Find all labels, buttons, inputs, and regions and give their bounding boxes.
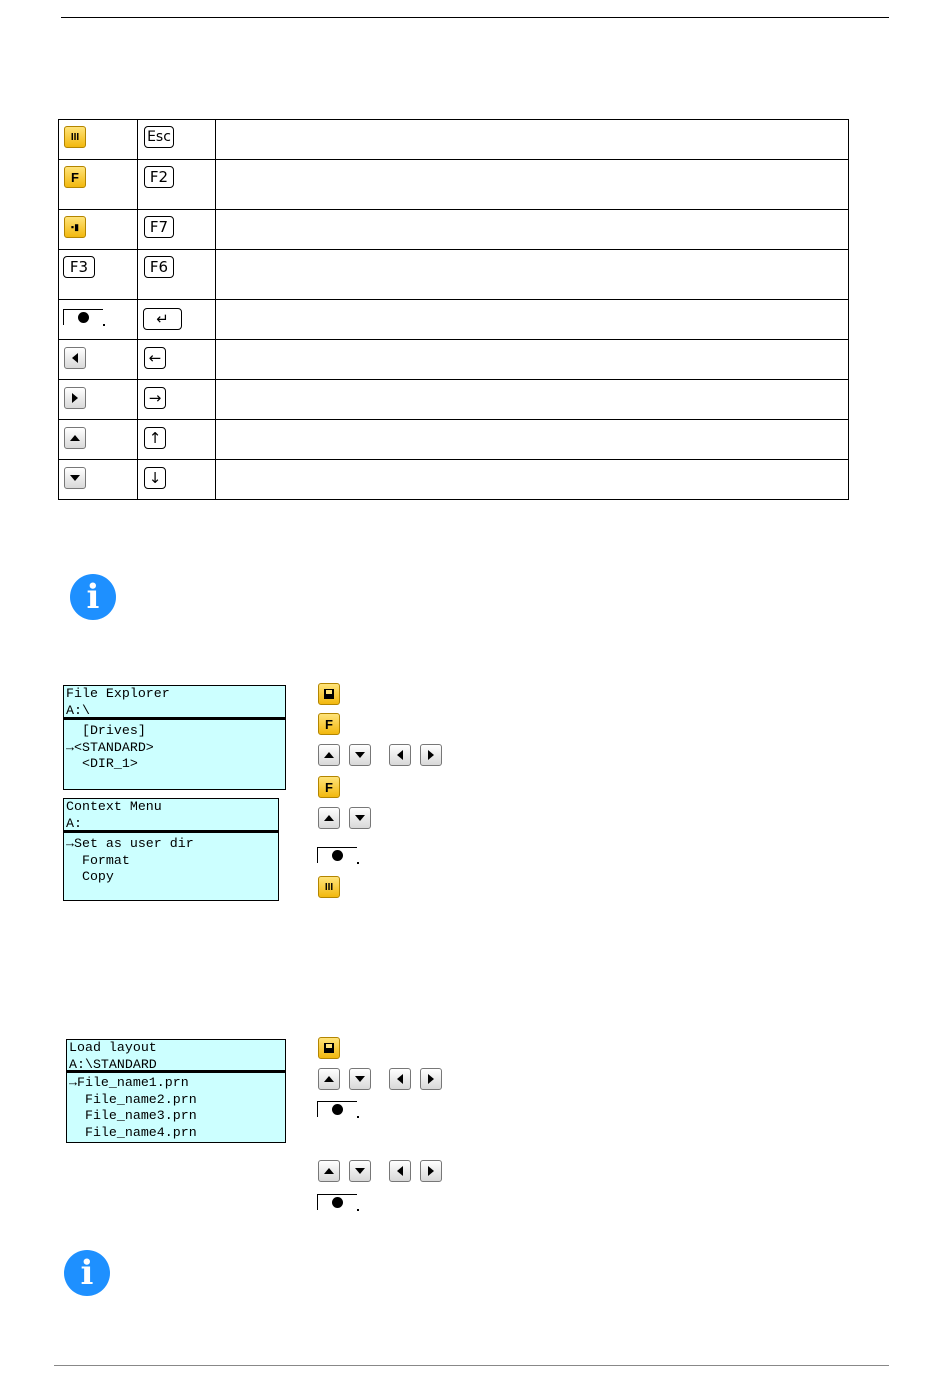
info-icon: i [64, 1250, 110, 1296]
arrow-down-key-icon [349, 1160, 371, 1182]
arrow-left-key-icon [389, 744, 411, 766]
down-arrow-key-icon: ↓ [144, 467, 166, 489]
load-layout-display [66, 1039, 286, 1143]
table-row [59, 160, 849, 210]
info-icon: i [70, 574, 116, 620]
list-item: File_name3.prn [69, 1108, 197, 1123]
save-key-icon [318, 683, 340, 705]
feed-key-icon [317, 1101, 357, 1117]
function-key-icon: F [318, 776, 340, 798]
feed-key-icon [317, 1194, 357, 1210]
feed-key-icon [63, 309, 103, 325]
table-row [59, 340, 849, 380]
f3-key-icon: F3 [63, 256, 95, 278]
arrow-right-key-icon [420, 1068, 442, 1090]
display-title: Context Menu [66, 799, 162, 814]
list-item: Copy [66, 869, 114, 884]
table-row [59, 420, 849, 460]
file-explorer-display [63, 685, 286, 790]
footer-rule [54, 1365, 889, 1366]
up-arrow-key-icon: ↑ [144, 427, 166, 449]
list-item: [Drives] [66, 723, 146, 738]
left-arrow-key-icon: ← [144, 347, 166, 369]
arrow-right-key-icon [420, 1160, 442, 1182]
esc-key-icon: Esc [144, 126, 174, 148]
table-row [59, 380, 849, 420]
menu-key-icon: III [64, 126, 86, 148]
list-item: File_name4.prn [69, 1124, 197, 1140]
feed-bars-key-icon: ▪▮ [64, 216, 86, 238]
arrow-right-key-icon [64, 387, 86, 409]
table-row [59, 120, 849, 160]
arrow-up-key-icon [318, 807, 340, 829]
table-row [59, 250, 849, 300]
display-path: A:\ [66, 702, 90, 718]
display-path: A:\STANDARD [69, 1056, 157, 1072]
header-rule [61, 17, 889, 18]
list-item: →<STANDARD> [66, 739, 154, 755]
context-menu-display [63, 798, 279, 901]
f7-key-icon: F7 [144, 216, 174, 238]
arrow-left-key-icon [64, 347, 86, 369]
list-item: →File_name1.prn [69, 1075, 189, 1090]
list-item: File_name2.prn [69, 1091, 197, 1107]
arrow-down-key-icon [64, 467, 86, 489]
arrow-right-key-icon [420, 744, 442, 766]
enter-key-icon: ↵ [143, 308, 182, 330]
menu-key-icon: III [318, 876, 340, 898]
arrow-up-key-icon [318, 1160, 340, 1182]
arrow-left-key-icon [389, 1160, 411, 1182]
save-key-icon [318, 1037, 340, 1059]
feed-key-icon [317, 847, 357, 863]
arrow-left-key-icon [389, 1068, 411, 1090]
f2-key-icon: F2 [144, 166, 174, 188]
arrow-up-key-icon [318, 1068, 340, 1090]
display-path: A: [66, 815, 82, 831]
table-row [59, 460, 849, 500]
list-item: Format [66, 852, 130, 868]
arrow-up-key-icon [64, 427, 86, 449]
table-row [59, 300, 849, 340]
display-title: Load layout [69, 1040, 157, 1055]
arrow-up-key-icon [318, 744, 340, 766]
f6-key-icon: F6 [144, 256, 174, 278]
key-assignment-table [58, 119, 849, 500]
arrow-down-key-icon [349, 744, 371, 766]
list-item: <DIR_1> [66, 756, 138, 771]
function-key-icon: F [64, 166, 86, 188]
right-arrow-key-icon: → [144, 387, 166, 409]
table-row [59, 210, 849, 250]
display-title: File Explorer [66, 686, 170, 701]
function-key-icon: F [318, 713, 340, 735]
arrow-down-key-icon [349, 1068, 371, 1090]
arrow-down-key-icon [349, 807, 371, 829]
list-item: →Set as user dir [66, 836, 194, 851]
